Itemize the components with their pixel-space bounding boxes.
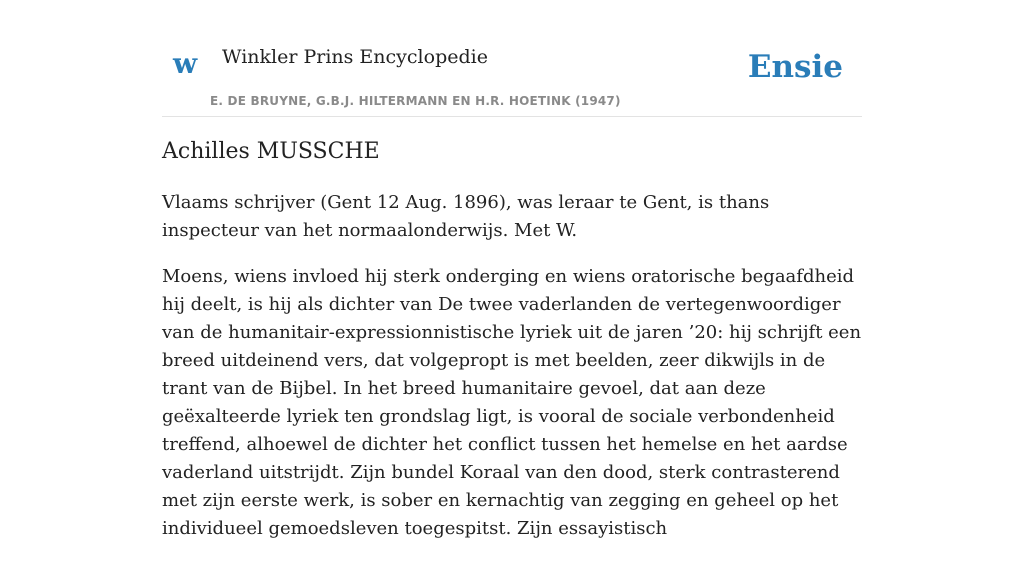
article-paragraph: Vlaams schrijver (Gent 12 Aug. 1896), was leraar te Gent, is thans inspecteur van het normaalonderwijs. Met W.	[162, 191, 770, 241]
article-paragraph: Moens, wiens invloed hij sterk onderging en wiens oratorische begaafdheid hij deelt, is hij als dichter van De twee vaderlanden de vertegenwoordiger van de humanitair-expressionnistische lyriek uit de jaren ’20: hij schrijft een breed uitdeinend vers, dat volgepropt is met beelden, zeer dikwijls in de trant van de Bijbel. In het breed humanitaire gevoel, dat aan deze geëxalteerde lyriek ten grondslag ligt, is vooral de sociale verbondenheid treffend, alhoewel de dichter het conflict tussen het hemelse en het aardse vaderland uitstrijdt. Zijn bundel Koraal van den dood, sterk contrasterend met zijn eerste werk, is sober en kernachtig van zegging en geheel op het individueel gemoedsleven toegespitst. Zijn essayistisch	[162, 265, 862, 539]
publication-logo-icon[interactable]: w	[173, 47, 198, 80]
article-title: Achilles MUSSCHE	[162, 139, 380, 164]
site-header	[162, 0, 862, 117]
ensie-logo[interactable]: Ensie	[747, 49, 843, 85]
publication-authors: E. DE BRUYNE, G.B.J. HILTERMANN EN H.R. HOETINK (1947)	[210, 94, 621, 108]
article-body	[162, 138, 862, 561]
publication-title[interactable]: Winkler Prins Encyclopedie	[222, 46, 488, 68]
